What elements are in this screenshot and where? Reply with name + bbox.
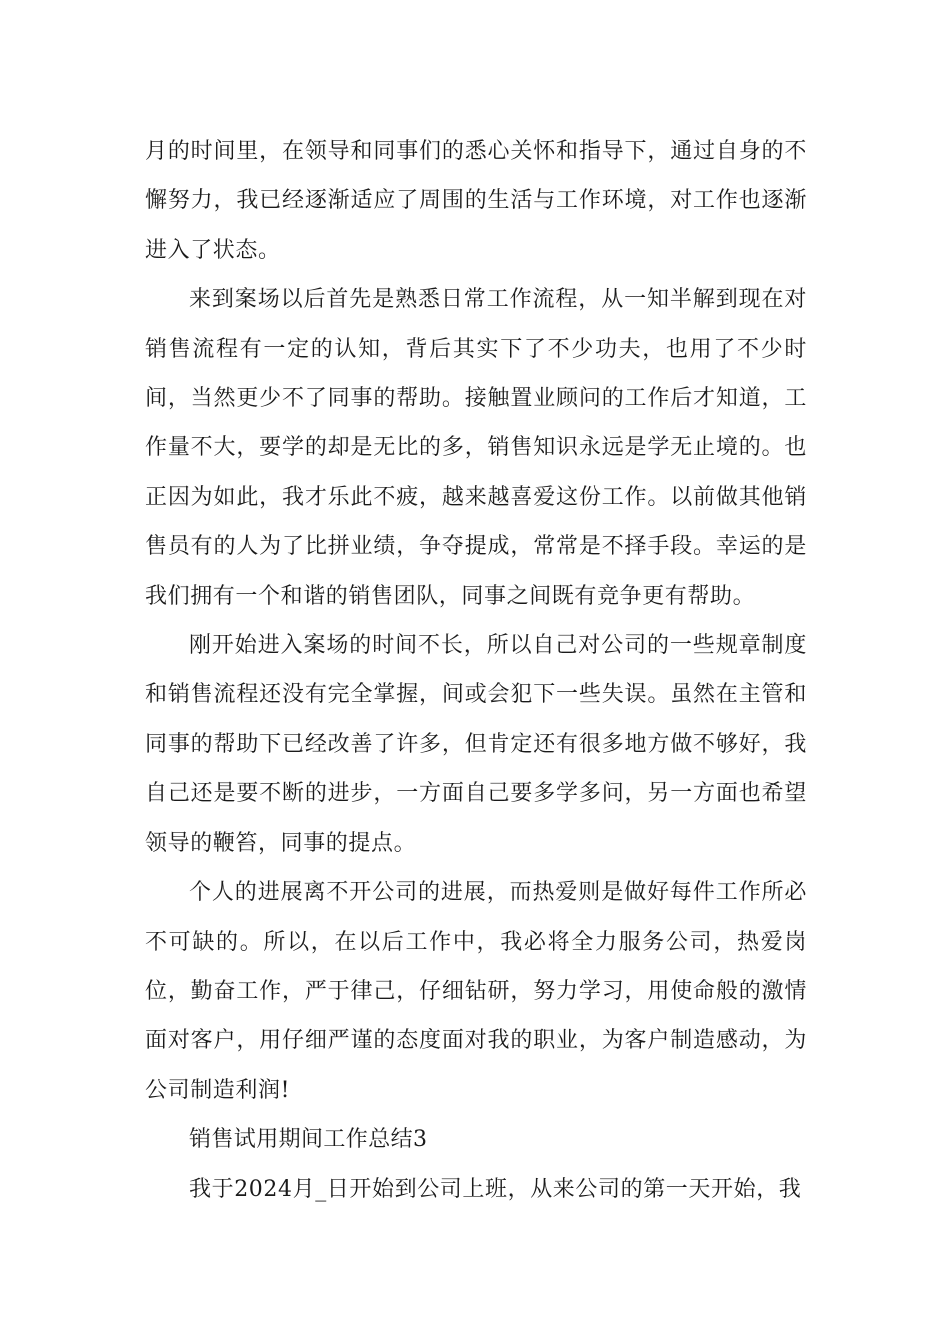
paragraph-start-date: 我于2024月_日开始到公司上班，从来公司的第一天开始，我 (189, 1176, 802, 1202)
section-heading: 销售试用期间工作总结3 (189, 1127, 428, 1153)
paragraph-commitment: 个人的进展离不开公司的进展，而热爱则是做好每件工作所必不可缺的。所以，在以后工作中，我必将全力服务公司，热爱岗位，勤奋工作，严于律己，仔细钻研，努力学习，用使命般的激情面对客户，用仔细严谨的态度面对我的职业，为客户制造感动，为公司制造利润! (145, 880, 807, 1103)
document-body (145, 127, 807, 1214)
paragraph-onboarding: 来到案场以后首先是熟悉日常工作流程，从一知半解到现在对销售流程有一定的认知，背后其实下了不少功夫，也用了不少时间，当然更少不了同事的帮助。接触置业顾问的工作后才知道，工作量不大，要学的却是无比的多，销售知识永远是学无止境的。也正因为如此，我才乐此不疲，越来越喜爱这份工作。以前做其他销售员有的人为了比拼业绩，争夺提成，常常是不择手段。幸运的是我们拥有一个和谐的销售团队，同事之间既有竞争更有帮助。 (145, 287, 807, 609)
paragraph-improvement: 刚开始进入案场的时间不长，所以自己对公司的一些规章制度和销售流程还没有完全掌握，间或会犯下一些失误。虽然在主管和同事的帮助下已经改善了许多，但肯定还有很多地方做不够好，我自己还是要不断的进步，一方面自己要多学多问，另一方面也希望领导的鞭笞，同事的提点。 (145, 633, 807, 856)
paragraph-continuation: 月的时间里，在领导和同事们的悉心关怀和指导下，通过自身的不懈努力，我已经逐渐适应了周围的生活与工作环境，对工作也逐渐进入了状态。 (145, 139, 807, 263)
